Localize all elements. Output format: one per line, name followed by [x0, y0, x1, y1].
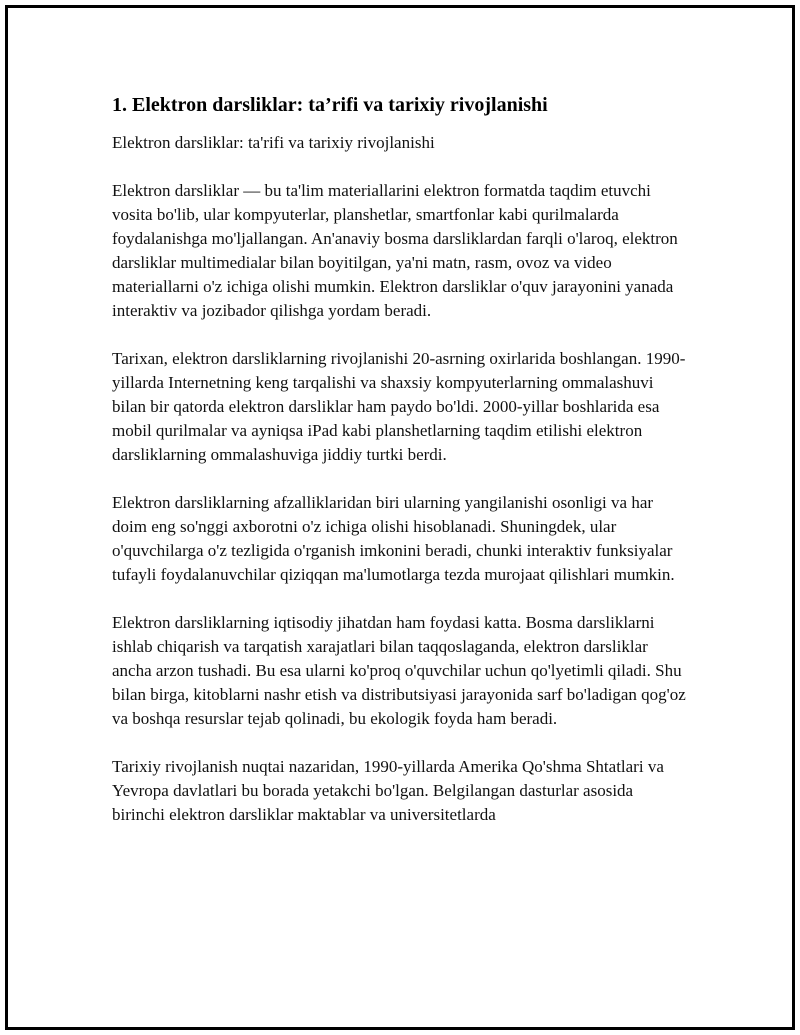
paragraph-economics: Elektron darsliklarning iqtisodiy jihatdan ham foydasi katta. Bosma darsliklarni ishlab chiqarish va tarqatish xarajatlari bilan taqqoslaganda, elektron darsliklar ancha arzon tushadi. Bu esa ularni ko'proq o'quvchilar uchun qo'lyetimli qiladi. Shu bilan birga, kitoblarni nashr etish va distributsiyasi jarayonida sarf bo'ladigan qog'oz va boshqa resurslar tejab qolinadi, bu ekologik foyda ham beradi.: [112, 613, 686, 728]
paragraph-history: Tarixan, elektron darsliklarning rivojlanishi 20-asrning oxirlarida boshlangan. 1990-yillarda Internetning keng tarqalishi va shaxsiy kompyuterlarning ommalashuvi bilan bir qatorda elektron darsliklar ham paydo bo'ldi. 2000-yillar boshlarida esa mobil qurilmalar va ayniqsa iPad kabi planshetlarning taqdim etilishi elektron darsliklarning ommalashuviga jiddiy turtki berdi.: [112, 349, 686, 464]
section-subtitle: Elektron darsliklar: ta'rifi va tarixiy rivojlanishi: [112, 133, 435, 152]
document-body: [112, 93, 687, 851]
paragraph-advantages: Elektron darsliklarning afzalliklaridan biri ularning yangilanishi osonligi va har doim eng so'nggi axborotni o'z ichiga olishi hisoblanadi. Shuningdek, ular o'quvchilarga o'z tezligida o'rganish imkonini beradi, chunki interaktiv funksiyalar tufayli foydalanuvchilar qiziqqan ma'lumotlarga tezda murojaat qilishlari mumkin.: [112, 493, 675, 584]
paragraph-historical-development: Tarixiy rivojlanish nuqtai nazaridan, 1990-yillarda Amerika Qo'shma Shtatlari va Yevropa davlatlari bu borada yetakchi bo'lgan. Belgilangan dasturlar asosida birinchi elektron darsliklar maktablar va universitetlarda: [112, 757, 664, 824]
section-heading: 1. Elektron darsliklar: ta’rifi va tarixiy rivojlanishi: [112, 94, 548, 116]
paragraph-definition: Elektron darsliklar — bu ta'lim materiallarini elektron formatda taqdim etuvchi vosita bo'lib, ular kompyuterlar, planshetlar, smartfonlar kabi qurilmalarda foydalanishga mo'ljallangan. An'anaviy bosma darsliklardan farqli o'laroq, elektron darsliklar multimedialar bilan boyitilgan, ya'ni matn, rasm, ovoz va video materiallarni o'z ichiga olishi mumkin. Elektron darsliklar o'quv jarayonini yanada interaktiv va jozibador qilishga yordam beradi.: [112, 181, 678, 320]
